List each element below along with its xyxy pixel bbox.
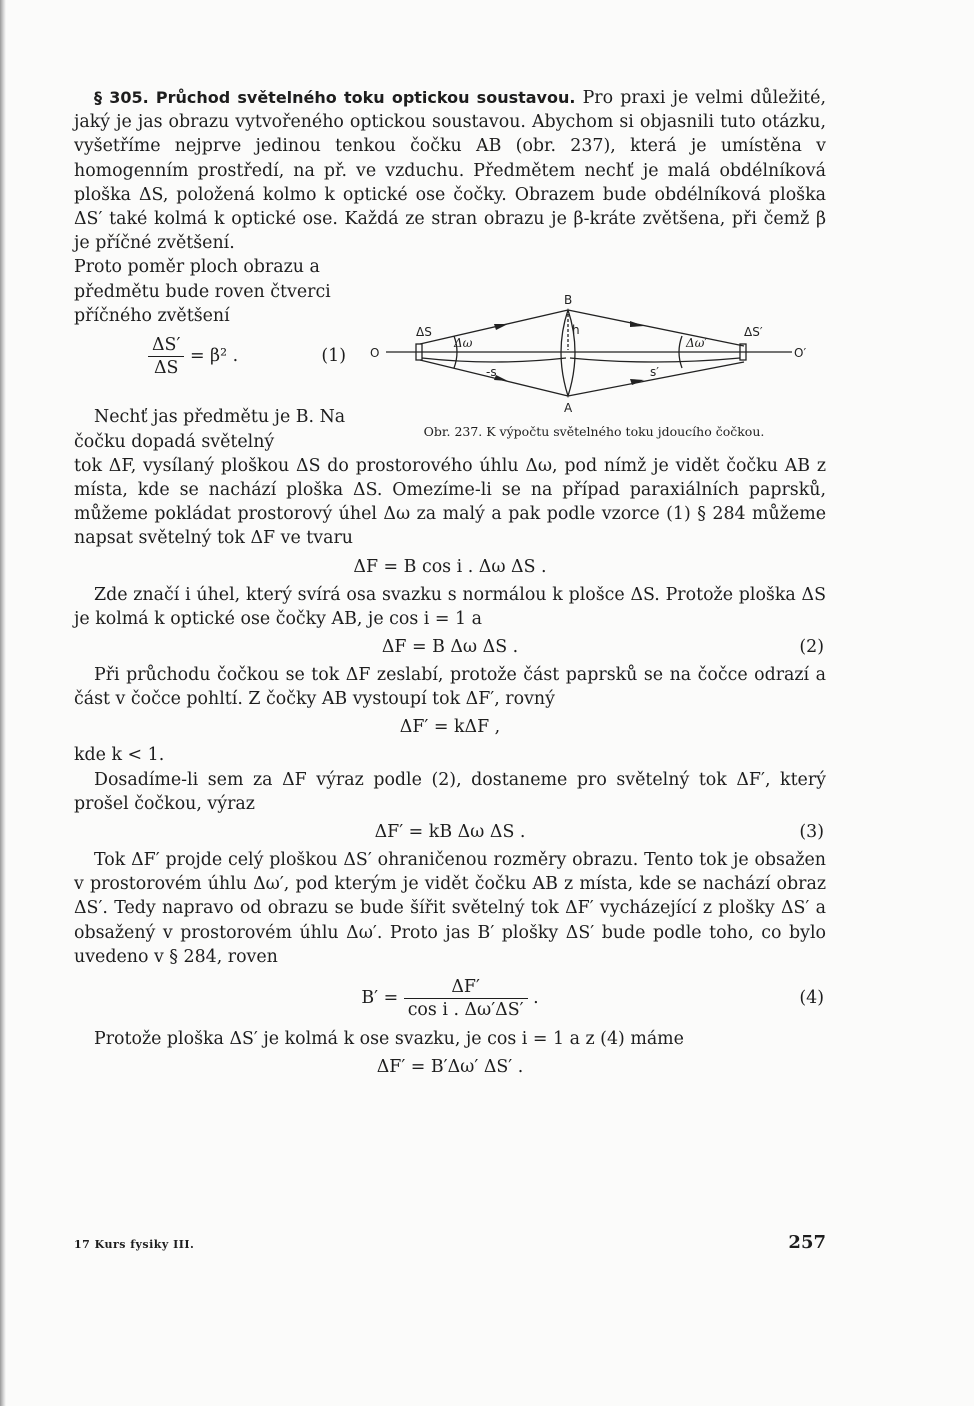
paragraph-4: Zde značí i úhel, který svírá osa svazku s normálou k plošce ΔS. Protože ploška ΔS je kolmá k optické ose čočky AB, je cos i = 1 a	[74, 584, 826, 629]
paragraph-1	[74, 86, 826, 255]
page-footer	[74, 1232, 826, 1258]
label-O-prime: O′	[794, 346, 807, 360]
label-B: B	[564, 293, 573, 307]
paragraph-3-rest: tok ΔF, vysílaný ploškou ΔS do prostorového úhlu Δω, pod nímž je vidět čočku AB z místa, kde se nachází ploška ΔS. Omezíme-li se na případ paraxiálních paprsků, můžeme pokládat prostorový úhel Δω za malý a pak podle vzorce (1) § 284 můžeme napsat světelný tok ΔF ve tvaru	[74, 455, 826, 549]
label-dS-prime: ΔS′	[744, 325, 763, 339]
figure-caption: Obr. 237. K výpočtu světelného toku jdoucího čočkou.	[423, 424, 765, 439]
equation-3	[74, 816, 826, 848]
ray-upper-right	[568, 310, 744, 346]
equation-4	[74, 969, 826, 1027]
equation-3-number: (3)	[799, 822, 824, 843]
equation-1-rhs: = β² .	[184, 346, 239, 367]
equation-2-text: ΔF = B Δω ΔS .	[381, 637, 519, 658]
label-s: -s	[486, 365, 497, 379]
equation-4-tail: .	[527, 988, 539, 1009]
equation-1	[74, 328, 350, 384]
equation-4-fraction	[404, 976, 528, 1021]
equation-1-numerator: ΔS′	[148, 334, 184, 357]
equation-4-denominator: cos i . Δω′ΔS′	[407, 1000, 524, 1021]
equation-a: ΔF = B cos i . Δω ΔS .	[353, 556, 547, 577]
paragraph-7: Dosadíme-li sem za ΔF výraz podle (2), dostaneme pro světelný tok ΔF′, který prošel čočkou, výraz	[74, 769, 826, 814]
paragraph-2: Proto poměr ploch obrazu a předmětu bude roven čtverci příčného zvětšení	[74, 257, 331, 326]
paragraph-3-start: Nechť jas předmětu je B. Na čočku dopadá světelný	[74, 407, 346, 452]
page-body	[74, 86, 826, 1083]
left-column	[74, 255, 350, 384]
distance-brace-left	[422, 358, 566, 362]
paragraph-1-text: Pro praxi je velmi důležité, jaký je jas obrazu vytvořeného optickou soustavou. Abychom si objasnili tuto otázku, vyšetříme nejprve jedinou tenkou čočku AB (obr. 237), která je umístěna v homogenním prostředí, na př. ve vzduchu. Předmětem nechť je malá obdélníková ploška ΔS, položená kolmo k optické ose čočky. Obrazem bude obdélníková ploška ΔS′ také kolmá k optické ose. Každá ze stran obrazu je β-kráte zvětšena, při čemž β je příčné zvětšení.	[74, 88, 826, 254]
equation-1-number: (1)	[321, 346, 346, 367]
equation-4-lhs: B′ =	[361, 988, 404, 1009]
equation-b: ΔF′ = kΔF ,	[399, 717, 501, 738]
page-number: 257	[788, 1232, 826, 1253]
label-dS: ΔS	[416, 325, 432, 339]
label-s-prime: s′	[650, 365, 659, 379]
label-O: O	[370, 346, 380, 360]
equation-2	[74, 631, 826, 663]
label-A: A	[564, 401, 573, 415]
arrow-upper-right	[630, 321, 644, 327]
arrow-upper-left	[494, 324, 508, 330]
equation-3-text: ΔF′ = kB Δω ΔS .	[374, 822, 526, 843]
scan-edge	[0, 0, 6, 1406]
figure-237	[368, 286, 818, 446]
paragraph-5: Při průchodu čočkou se tok ΔF zeslabí, protože část paprsků se na čočce odrazí a část v čočce pohltí. Z čočky AB vystoupí tok ΔF′, rovný	[74, 665, 826, 710]
label-dw: Δω	[454, 336, 473, 350]
section-heading: § 305. Průchod světelného toku optickou soustavou.	[94, 88, 576, 107]
ray-upper-left	[420, 310, 568, 344]
equation-4-number: (4)	[799, 988, 824, 1009]
lens-diagram	[368, 286, 818, 422]
footer-signature: 17 Kurs fysiky III.	[74, 1238, 195, 1251]
equation-4-numerator: ΔF′	[404, 976, 528, 999]
paragraph-8: Tok ΔF′ projde celý ploškou ΔS′ ohraničenou rozměry obrazu. Tento tok je obsažen v prostorovém úhlu Δω′, pod kterým je vidět čočku AB z místa, kde se nachází obraz ΔS′. Tedy napravo od obrazu se bude šířit světelný tok ΔF′ vycházející z plošky ΔS′ a obsažený v prostorovém úhlu Δω′. Proto jas B′ plošky ΔS′ bude podle toho, co bylo uvedeno v § 284, roven	[74, 850, 826, 967]
equation-1-fraction	[148, 334, 184, 379]
distance-brace-right	[570, 358, 740, 362]
paragraph-6: kde k < 1.	[74, 745, 165, 766]
label-h: h	[572, 323, 580, 337]
equation-c: ΔF′ = B′Δω′ ΔS′ .	[376, 1057, 524, 1078]
paragraph-9: Protože ploška ΔS′ je kolmá k ose svazku, je cos i = 1 a z (4) máme	[94, 1029, 684, 1050]
equation-2-number: (2)	[799, 637, 824, 658]
label-dw-prime: Δω′	[686, 336, 708, 350]
equation-1-denominator: ΔS	[153, 358, 179, 379]
